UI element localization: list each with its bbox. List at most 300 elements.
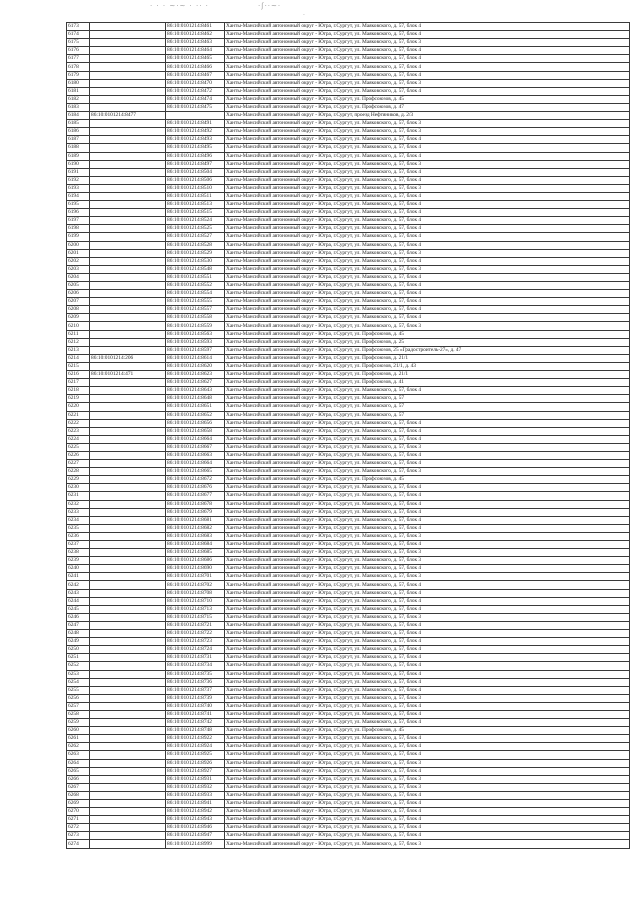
table-row [67,532,630,540]
cadastral-number-cell: 86:10:0101214:8713 [166,605,225,613]
cadastral-number-cell: 86:10:0101214:8663 [166,451,225,459]
address-cell: Ханты-Мансийский автономный округ - Югра, г.Сургут, ул. Маяковского, д. 57, блок 4 [225,136,630,144]
cadastral-number-cell: 86:10:0101214:8664 [166,460,225,468]
previous-cadastral-number-cell [90,257,166,265]
previous-cadastral-number-cell [90,225,166,233]
cadastral-number-cell: 86:10:0101214:8682 [166,524,225,532]
previous-cadastral-number-cell [90,241,166,249]
cadastral-number-cell: 86:10:0101214:8739 [166,694,225,702]
address-cell: Ханты-Мансийский автономный округ - Югра, г.Сургут, ул. Маяковского, д. 57, блок 4 [225,225,630,233]
previous-cadastral-number-cell [90,184,166,192]
row-number-cell: 6234 [67,516,90,524]
previous-cadastral-number-cell [90,710,166,718]
cadastral-number-cell: 86:10:0101214:8559 [166,322,225,330]
row-number-cell: 6180 [67,79,90,87]
row-number-cell: 6251 [67,654,90,662]
row-number-cell: 6246 [67,613,90,621]
table-body [67,23,630,849]
previous-cadastral-number-cell [90,832,166,840]
table-row [67,95,630,103]
address-cell: Ханты-Мансийский автономный округ - Югра, г.Сургут, ул. Профсоюзов, 21/1, д. 43 [225,362,630,370]
address-cell: Ханты-Мансийский автономный округ - Югра, г.Сургут, ул. Маяковского, д. 57, блок 4 [225,435,630,443]
address-cell: Ханты-Мансийский автономный округ - Югра, г.Сургут, ул. Маяковского, д. 57, блок 3 [225,160,630,168]
row-number-cell: 6273 [67,832,90,840]
row-number-cell: 6197 [67,217,90,225]
address-cell: Ханты-Мансийский автономный округ - Югра, г.Сургут, ул. Маяковского, д. 57, блок 4 [225,451,630,459]
previous-cadastral-number-cell [90,759,166,767]
table-row [67,144,630,152]
previous-cadastral-number-cell [90,265,166,273]
table-row [67,541,630,549]
address-cell: Ханты-Мансийский автономный округ - Югра, г.Сургут, ул. Маяковского, д. 57, блок 4 [225,710,630,718]
table-row [67,233,630,241]
cadastral-number-cell: 86:10:0101214:8557 [166,306,225,314]
table-row [67,79,630,87]
row-number-cell: 6250 [67,646,90,654]
row-number-cell: 6174 [67,31,90,39]
cadastral-number-cell: 86:10:0101214:8924 [166,743,225,751]
address-cell: Ханты-Мансийский автономный округ - Югра, г.Сургут, ул. Маяковского, д. 57, блок 3 [225,783,630,791]
row-number-cell: 6252 [67,662,90,670]
address-cell: Ханты-Мансийский автономный округ - Югра, г.Сургут, ул. Маяковского, д. 57, блок 4 [225,168,630,176]
previous-cadastral-number-cell: 86:10:0101214:8477 [90,112,166,120]
address-cell: Ханты-Мансийский автономный округ - Югра, г.Сургут, ул. Маяковского, д. 57, блок 4 [225,743,630,751]
table-row [67,112,630,120]
previous-cadastral-number-cell [90,800,166,808]
table-row [67,379,630,387]
address-cell: Ханты-Мансийский автономный округ - Югра, г.Сургут, ул. Маяковского, д. 57 [225,395,630,403]
table-row [67,840,630,848]
previous-cadastral-number-cell: 86:10:0101214:471 [90,371,166,379]
previous-cadastral-number-cell [90,816,166,824]
row-number-cell: 6239 [67,557,90,565]
table-row [67,136,630,144]
previous-cadastral-number-cell [90,23,166,31]
row-number-cell: 6198 [67,225,90,233]
previous-cadastral-number-cell [90,233,166,241]
cadastral-number-cell: 86:10:0101214:8474 [166,95,225,103]
previous-cadastral-number-cell [90,144,166,152]
address-cell: Ханты-Мансийский автономный округ - Югра, г.Сургут, ул. Маяковского, д. 57, блок 4 [225,751,630,759]
previous-cadastral-number-cell [90,557,166,565]
address-cell: Ханты-Мансийский автономный округ - Югра, г.Сургут, ул. Маяковского, д. 57, блок 4 [225,638,630,646]
table-row [67,354,630,362]
previous-cadastral-number-cell [90,767,166,775]
table-row [67,638,630,646]
address-cell: Ханты-Мансийский автономный округ - Югра, г.Сургут, ул. Маяковского, д. 57, блок 4 [225,605,630,613]
table-row [67,362,630,370]
table-row [67,306,630,314]
address-cell: Ханты-Мансийский автономный округ - Югра, г.Сургут, ул. Маяковского, д. 57, блок 4 [225,419,630,427]
table-row [67,783,630,791]
row-number-cell: 6208 [67,306,90,314]
table-row [67,176,630,184]
cadastral-number-cell: 86:10:0101214:8656 [166,419,225,427]
address-cell: Ханты-Мансийский автономный округ - Югра, г.Сургут, ул. Маяковского, д. 57, блок 3 [225,557,630,565]
address-cell: Ханты-Мансийский автономный округ - Югра, г.Сургут, ул. Маяковского, д. 57, блок 4 [225,282,630,290]
scan-noise-left: · · · ~·~ · ·· · [150,2,209,10]
table-row [67,735,630,743]
cadastral-number-cell: 86:10:0101214:8492 [166,128,225,136]
row-number-cell: 6266 [67,775,90,783]
row-number-cell: 6271 [67,816,90,824]
row-number-cell: 6257 [67,702,90,710]
address-cell: Ханты-Мансийский автономный округ - Югра, г.Сургут, ул. Маяковского, д. 57 [225,403,630,411]
address-cell: Ханты-Мансийский автономный округ - Югра, г.Сургут, ул. Маяковского, д. 57, блок 4 [225,273,630,281]
address-cell: Ханты-Мансийский автономный округ - Югра, г.Сургут, ул. Маяковского, д. 57, блок 4 [225,314,630,322]
table-row [67,419,630,427]
table-row [67,120,630,128]
table-row [67,581,630,589]
previous-cadastral-number-cell [90,387,166,395]
previous-cadastral-number-cell [90,451,166,459]
previous-cadastral-number-cell [90,362,166,370]
address-cell: Ханты-Мансийский автономный округ - Югра, г.Сургут, ул. Маяковского, д. 57, блок 3 [225,265,630,273]
row-number-cell: 6210 [67,322,90,330]
address-cell: Ханты-Мансийский автономный округ - Югра, г.Сургут, ул. Маяковского, д. 57, блок 4 [225,808,630,816]
table-row [67,524,630,532]
cadastral-number-cell: 86:10:0101214:8721 [166,621,225,629]
address-cell: Ханты-Мансийский автономный округ - Югра, г.Сургут, ул. Маяковского, д. 57, блок 4 [225,702,630,710]
previous-cadastral-number-cell [90,63,166,71]
table-row [67,103,630,111]
previous-cadastral-number-cell [90,662,166,670]
table-row [67,646,630,654]
row-number-cell: 6204 [67,273,90,281]
row-number-cell: 6245 [67,605,90,613]
table-row [67,257,630,265]
row-number-cell: 6207 [67,298,90,306]
table-row [67,249,630,257]
previous-cadastral-number-cell [90,273,166,281]
cadastral-number-cell: 86:10:0101214:8548 [166,265,225,273]
table-row [67,55,630,63]
cadastral-number-cell: 86:10:0101214:8925 [166,751,225,759]
address-cell: Ханты-Мансийский автономный округ - Югра, г.Сургут, ул. Маяковского, д. 57, блок 4 [225,55,630,63]
previous-cadastral-number-cell [90,192,166,200]
address-cell: Ханты-Мансийский автономный округ - Югра, г.Сургут, ул. Маяковского, д. 57, блок 4 [225,23,630,31]
cadastral-number-cell: 86:10:0101214:8926 [166,759,225,767]
address-cell: Ханты-Мансийский автономный округ - Югра, г.Сургут, ул. Маяковского, д. 57, блок 4 [225,662,630,670]
cadastral-number-cell: 86:10:0101214:8528 [166,241,225,249]
row-number-cell: 6176 [67,47,90,55]
cadastral-number-cell: 86:10:0101214:8554 [166,290,225,298]
address-cell: Ханты-Мансийский автономный округ - Югра, г.Сургут, ул. Маяковского, д. 57, блок 4 [225,816,630,824]
cadastral-number-cell: 86:10:0101214:8927 [166,767,225,775]
previous-cadastral-number-cell [90,209,166,217]
address-cell: Ханты-Мансийский автономный округ - Югра, г.Сургут, ул. Маяковского, д. 57, блок 4 [225,209,630,217]
previous-cadastral-number-cell [90,476,166,484]
row-number-cell: 6187 [67,136,90,144]
cadastral-number-cell: 86:10:0101214:8702 [166,581,225,589]
previous-cadastral-number-cell [90,727,166,735]
row-number-cell: 6217 [67,379,90,387]
address-cell: Ханты-Мансийский автономный округ - Югра, г.Сургут, ул. Маяковского, д. 57, блок 4 [225,31,630,39]
table-row [67,605,630,613]
scan-noise-right: ·ʃ··~· [258,2,282,10]
row-number-cell: 6200 [67,241,90,249]
row-number-cell: 6211 [67,330,90,338]
previous-cadastral-number-cell [90,719,166,727]
table-row [67,573,630,581]
previous-cadastral-number-cell [90,87,166,95]
table-row [67,759,630,767]
address-cell: Ханты-Мансийский автономный округ - Югра, г.Сургут, ул. Профсоюзов, 25 «Градостроитель-27», д. 47 [225,346,630,354]
cadastral-number-cell: 86:10:0101214:8735 [166,670,225,678]
previous-cadastral-number-cell [90,686,166,694]
previous-cadastral-number-cell [90,630,166,638]
previous-cadastral-number-cell [90,79,166,87]
address-cell: Ханты-Мансийский автономный округ - Югра, г.Сургут, ул. Маяковского, д. 57, блок 4 [225,621,630,629]
cadastral-number-cell: 86:10:0101214:8515 [166,209,225,217]
previous-cadastral-number-cell [90,160,166,168]
address-cell: Ханты-Мансийский автономный округ - Югра, г.Сургут, ул. Маяковского, д. 57, блок 3 [225,573,630,581]
previous-cadastral-number-cell [90,201,166,209]
address-cell: Ханты-Мансийский автономный округ - Югра, г.Сургут, ул. Маяковского, д. 57, блок 4 [225,427,630,435]
row-number-cell: 6248 [67,630,90,638]
cadastral-number-cell: 86:10:0101214:8627 [166,379,225,387]
cadastral-number-cell: 86:10:0101214:8683 [166,532,225,540]
row-number-cell: 6225 [67,443,90,451]
cadastral-number-cell: 86:10:0101214:8491 [166,120,225,128]
previous-cadastral-number-cell [90,743,166,751]
cadastral-number-cell: 86:10:0101214:8467 [166,71,225,79]
cadastral-number-cell: 86:10:0101214:8524 [166,217,225,225]
previous-cadastral-number-cell [90,597,166,605]
address-cell: Ханты-Мансийский автономный округ - Югра, г.Сургут, ул. Маяковского, д. 57, блок 4 [225,524,630,532]
row-number-cell: 6185 [67,120,90,128]
previous-cadastral-number-cell [90,298,166,306]
address-cell: Ханты-Мансийский автономный округ - Югра, г.Сургут, ул. Профсоюзов, д. 45 [225,727,630,735]
table-row [67,241,630,249]
row-number-cell: 6179 [67,71,90,79]
row-number-cell: 6201 [67,249,90,257]
cadastral-number-cell: 86:10:0101214:8497 [166,160,225,168]
row-number-cell: 6190 [67,160,90,168]
table-row [67,403,630,411]
address-cell: Ханты-Мансийский автономный округ - Югра, г.Сургут, ул. Маяковского, д. 57, блок 4 [225,670,630,678]
row-number-cell: 6216 [67,371,90,379]
cadastral-number-cell: 86:10:0101214:8679 [166,508,225,516]
row-number-cell: 6241 [67,573,90,581]
cadastral-number-cell: 86:10:0101214:8506 [166,176,225,184]
previous-cadastral-number-cell [90,565,166,573]
address-cell: Ханты-Мансийский автономный округ - Югра, г.Сургут, ул. Маяковского, д. 57, блок 4 [225,541,630,549]
row-number-cell: 6274 [67,840,90,848]
previous-cadastral-number-cell [90,395,166,403]
address-cell: Ханты-Мансийский автономный округ - Югра, г.Сургут, ул. Маяковского, д. 57, блок 4 [225,800,630,808]
row-number-cell: 6272 [67,824,90,832]
cadastral-number-cell: 86:10:0101214:8496 [166,152,225,160]
row-number-cell: 6220 [67,403,90,411]
cadastral-number-cell: 86:10:0101214:8614 [166,354,225,362]
table-row [67,500,630,508]
address-cell: Ханты-Мансийский автономный округ - Югра, г.Сургут, ул. Маяковского, д. 57, блок 4 [225,217,630,225]
previous-cadastral-number-cell [90,419,166,427]
cadastral-number-cell: 86:10:0101214:8933 [166,791,225,799]
previous-cadastral-number-cell: 86:10:0101214:206 [90,354,166,362]
table-row [67,23,630,31]
table-row [67,678,630,686]
table-row [67,597,630,605]
address-cell: Ханты-Мансийский автономный округ - Югра, г.Сургут, ул. Маяковского, д. 57, блок 3 [225,759,630,767]
cadastral-number-cell: 86:10:0101214:8736 [166,678,225,686]
address-cell: Ханты-Мансийский автономный округ - Югра, г.Сургут, ул. Маяковского, д. 57, блок 4 [225,686,630,694]
previous-cadastral-number-cell [90,751,166,759]
address-cell: Ханты-Мансийский автономный округ - Югра, г.Сургут, ул. Маяковского, д. 57, блок 3 [225,549,630,557]
cadastral-number-cell: 86:10:0101214:8741 [166,710,225,718]
row-number-cell: 6209 [67,314,90,322]
previous-cadastral-number-cell [90,290,166,298]
table-row [67,613,630,621]
address-cell: Ханты-Мансийский автономный округ - Югра, г.Сургут, ул. Маяковского, д. 57, блок 4 [225,767,630,775]
address-cell: Ханты-Мансийский автономный округ - Югра, г.Сургут, ул. Маяковского, д. 57, блок 4 [225,832,630,840]
address-cell: Ханты-Мансийский автономный округ - Югра, г.Сургут, ул. Маяковского, д. 57, блок 4 [225,589,630,597]
row-number-cell: 6191 [67,168,90,176]
address-cell: Ханты-Мансийский автономный округ - Югра, г.Сургут, ул. Маяковского, д. 57, блок 4 [225,508,630,516]
address-cell: Ханты-Мансийский автономный округ - Югра, г.Сургут, ул. Маяковского, д. 57, блок 4 [225,791,630,799]
address-cell: Ханты-Мансийский автономный округ - Югра, г.Сургут, ул. Маяковского, д. 57, блок 4 [225,516,630,524]
row-number-cell: 6203 [67,265,90,273]
previous-cadastral-number-cell [90,136,166,144]
cadastral-number-cell: 86:10:0101214:8472 [166,87,225,95]
table-row [67,411,630,419]
previous-cadastral-number-cell [90,403,166,411]
row-number-cell: 6186 [67,128,90,136]
row-number-cell: 6235 [67,524,90,532]
cadastral-number-cell: 86:10:0101214:8465 [166,55,225,63]
previous-cadastral-number-cell [90,128,166,136]
table-row [67,346,630,354]
row-number-cell: 6254 [67,678,90,686]
cadastral-number-cell: 86:10:0101214:8597 [166,346,225,354]
row-number-cell: 6175 [67,39,90,47]
table-row [67,670,630,678]
previous-cadastral-number-cell [90,460,166,468]
address-cell: Ханты-Мансийский автономный округ - Югра, г.Сургут, ул. Маяковского, д. 57, блок 4 [225,500,630,508]
previous-cadastral-number-cell [90,654,166,662]
table-row [67,282,630,290]
table-row [67,290,630,298]
previous-cadastral-number-cell [90,541,166,549]
row-number-cell: 6205 [67,282,90,290]
row-number-cell: 6238 [67,549,90,557]
row-number-cell: 6202 [67,257,90,265]
cadastral-number-cell: 86:10:0101214:8678 [166,500,225,508]
table-row [67,47,630,55]
row-number-cell: 6249 [67,638,90,646]
address-cell: Ханты-Мансийский автономный округ - Югра, г.Сургут, ул. Маяковского, д. 57, блок 4 [225,565,630,573]
address-cell: Ханты-Мансийский автономный округ - Югра, г.Сургут, ул. Маяковского, д. 57, блок 4 [225,152,630,160]
table-row [67,630,630,638]
previous-cadastral-number-cell [90,808,166,816]
cadastral-number-cell: 86:10:0101214:8734 [166,662,225,670]
table-row [67,298,630,306]
row-number-cell: 6263 [67,751,90,759]
table-row [67,800,630,808]
cadastral-number-cell: 86:10:0101214:8667 [166,443,225,451]
previous-cadastral-number-cell [90,411,166,419]
address-cell: Ханты-Мансийский автономный округ - Югра, г.Сургут, ул. Профсоюзов, д. 41 [225,379,630,387]
address-cell: Ханты-Мансийский автономный округ - Югра, г.Сургут, ул. Маяковского, д. 57, блок 4 [225,176,630,184]
row-number-cell: 6215 [67,362,90,370]
cadastral-number-cell: 86:10:0101214:8504 [166,168,225,176]
cadastral-number-cell: 86:10:0101214:8530 [166,257,225,265]
previous-cadastral-number-cell [90,840,166,848]
cadastral-number-cell: 86:10:0101214:8552 [166,282,225,290]
cadastral-number-cell: 86:10:0101214:8463 [166,39,225,47]
row-number-cell: 6243 [67,589,90,597]
previous-cadastral-number-cell [90,581,166,589]
previous-cadastral-number-cell [90,103,166,111]
cadastral-number-cell: 86:10:0101214:8555 [166,298,225,306]
cadastral-number-cell: 86:10:0101214:8651 [166,403,225,411]
table-row [67,209,630,217]
row-number-cell: 6199 [67,233,90,241]
table-row [67,492,630,500]
row-number-cell: 6267 [67,783,90,791]
table-row [67,31,630,39]
previous-cadastral-number-cell [90,605,166,613]
table-row [67,152,630,160]
row-number-cell: 6173 [67,23,90,31]
row-number-cell: 6223 [67,427,90,435]
address-cell: Ханты-Мансийский автономный округ - Югра, г.Сургут, ул. Маяковского, д. 57, блок 4 [225,387,630,395]
cadastral-number-cell: 86:10:0101214:8931 [166,775,225,783]
previous-cadastral-number-cell [90,39,166,47]
cadastral-number-cell: 86:10:0101214:8690 [166,565,225,573]
address-cell: Ханты-Мансийский автономный округ - Югра, г.Сургут, ул. Маяковского, д. 57, блок 4 [225,735,630,743]
previous-cadastral-number-cell [90,621,166,629]
previous-cadastral-number-cell [90,589,166,597]
previous-cadastral-number-cell [90,152,166,160]
address-cell: Ханты-Мансийский автономный округ - Югра, г.Сургут, ул. Профсоюзов, д. 47 [225,103,630,111]
previous-cadastral-number-cell [90,783,166,791]
address-cell: Ханты-Мансийский автономный округ - Югра, г.Сургут, проезд Нефтяников, д. 2/3 [225,112,630,120]
previous-cadastral-number-cell [90,638,166,646]
cadastral-number-cell: 86:10:0101214:8558 [166,314,225,322]
row-number-cell: 6226 [67,451,90,459]
previous-cadastral-number-cell [90,516,166,524]
row-number-cell: 6237 [67,541,90,549]
address-cell: Ханты-Мансийский автономный округ - Югра, г.Сургут, ул. Маяковского, д. 57, блок 3 [225,775,630,783]
cadastral-number-cell: 86:10:0101214:8652 [166,411,225,419]
table-row [67,751,630,759]
row-number-cell: 6224 [67,435,90,443]
table-row [67,265,630,273]
previous-cadastral-number-cell [90,346,166,354]
previous-cadastral-number-cell [90,702,166,710]
row-number-cell: 6261 [67,735,90,743]
previous-cadastral-number-cell [90,168,166,176]
address-cell: Ханты-Мансийский автономный округ - Югра, г.Сургут, ул. Маяковского, д. 57, блок 4 [225,201,630,209]
cadastral-number-cell: 86:10:0101214:8932 [166,783,225,791]
address-cell: Ханты-Мансийский автономный округ - Югра, г.Сургут, ул. Маяковского, д. 57, блок 4 [225,144,630,152]
row-number-cell: 6231 [67,492,90,500]
address-cell: Ханты-Мансийский автономный округ - Югра, г.Сургут, ул. Маяковского, д. 57, блок 4 [225,719,630,727]
table-row [67,621,630,629]
table-row [67,273,630,281]
cadastral-number-cell: 86:10:0101214:8672 [166,476,225,484]
address-cell: Ханты-Мансийский автономный округ - Югра, г.Сургут, ул. Маяковского, д. 57, блок 3 [225,322,630,330]
row-number-cell: 6212 [67,338,90,346]
row-number-cell: 6184 [67,112,90,120]
address-cell: Ханты-Мансийский автономный округ - Югра, г.Сургут, ул. Маяковского, д. 57, блок 3 [225,532,630,540]
row-number-cell: 6196 [67,209,90,217]
cadastral-number-cell: 86:10:0101214:8493 [166,136,225,144]
address-cell: Ханты-Мансийский автономный округ - Югра, г.Сургут, ул. Маяковского, д. 57, блок 4 [225,824,630,832]
address-cell: Ханты-Мансийский автономный округ - Югра, г.Сургут, ул. Профсоюзов, д. 21/1 [225,371,630,379]
